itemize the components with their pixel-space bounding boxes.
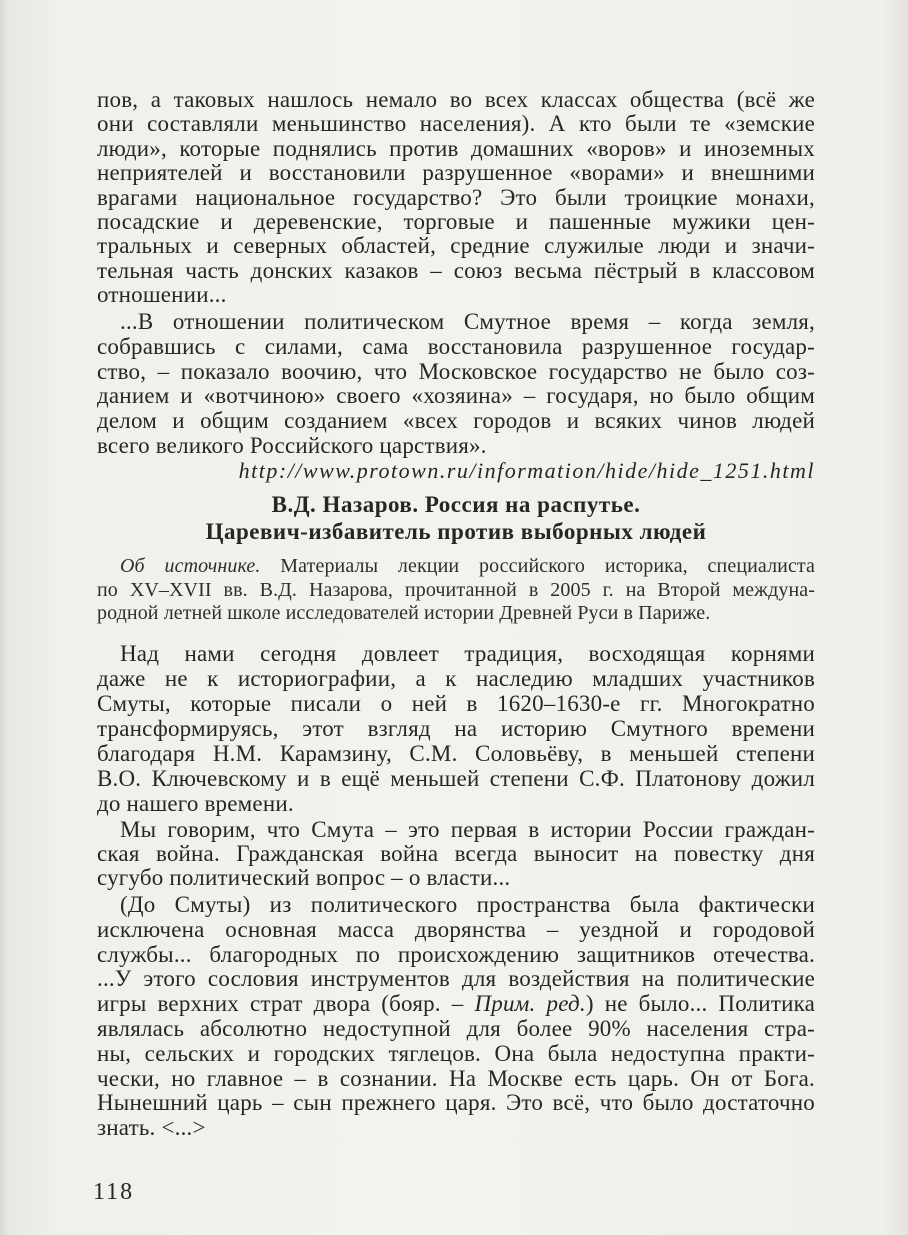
text-line: В.О. Ключевскому и в ещё меньшей степени С.Ф. Платонову дожил xyxy=(97,766,815,791)
text-line: по XV–XVII вв. В.Д. Назарова, прочитанной в 2005 г. на Второй междуна- xyxy=(97,578,815,601)
text-line: посадские и деревенские, торговые и пашенные мужики цен- xyxy=(97,209,815,235)
text-line: службы... благородных по происхождению защитников отечества. xyxy=(97,941,815,967)
quote-paragraph xyxy=(97,310,815,459)
text-line: ская война. Гражданская война всегда выносит на повестку дня xyxy=(97,841,815,866)
text-line: они составляли меньшинство населения). А кто были те «земские xyxy=(97,111,815,137)
lecture-paragraph xyxy=(97,818,815,890)
text-line: Над нами сегодня довлеет традиция, восходящая корнями xyxy=(120,641,815,666)
text-line: Смуты, которые писали о ней в 1620–1630-е гг. Многократно xyxy=(97,691,815,716)
text-line: родной летней школе исследователей истории Древней Руси в Париже. xyxy=(97,602,711,624)
text-line: даже не к историографии, а к наследию младших участников xyxy=(97,666,815,691)
text-line: трансформируясь, этот взгляд на историю Смутного времени xyxy=(97,716,815,741)
text-line xyxy=(97,992,815,1017)
continued-quote-paragraph xyxy=(97,88,815,308)
text-segment: ) не было... Политика xyxy=(585,991,816,1017)
text-line xyxy=(97,555,815,579)
text-line: исключена основная масса дворянства – уездной и городовой xyxy=(97,916,815,942)
text-line: знать. <...> xyxy=(97,1115,206,1141)
section-heading xyxy=(97,491,815,545)
text-line: неприятелей и восстановили разрушенное «ворами» и внешними xyxy=(97,160,815,186)
editor-note: Прим. ред. xyxy=(474,991,586,1017)
heading-subtitle: Царевич-избавитель против выборных людей xyxy=(205,519,707,544)
source-url: http://www.protown.ru/information/hide/hide_1251.html xyxy=(238,458,815,483)
source-note-label: Об источнике. xyxy=(120,555,261,577)
text-line: благодаря Н.М. Карамзину, С.М. Соловьёву, в меньшей степени xyxy=(97,741,815,766)
text-line: сугубо политический вопрос – о власти... xyxy=(97,865,511,890)
text-line: чески, но главное – в сознании. На Москве есть царь. Он от Бога. xyxy=(97,1065,815,1091)
source-note xyxy=(97,555,815,626)
text-line: врагами национальное государство? Это были троицкие монахи, xyxy=(97,184,815,210)
lecture-paragraph xyxy=(97,893,815,1141)
heading-title: В.Д. Назаров. Россия на распутье. xyxy=(271,492,641,517)
text-line: являлась абсолютно недоступной для более 90% населения стра- xyxy=(97,1015,815,1041)
text-line: ...У этого сословия инструментов для воздействия на политические xyxy=(97,966,815,992)
text-line: ны, сельских и городских тяглецов. Она была недоступна практи- xyxy=(97,1040,815,1066)
text-line: всего великого Российского царствия». xyxy=(97,432,487,458)
text-line: отношении... xyxy=(97,282,227,308)
text-line: данием и «вотчиною» своего «хозяина» – государя, но было общим xyxy=(97,383,815,409)
lecture-paragraph xyxy=(97,641,815,816)
text-line: Мы говорим, что Смута – это первая в истории России граждан- xyxy=(120,817,815,842)
text-line: пов, а таковых нашлось немало во всех классах общества (всё же xyxy=(97,87,815,112)
text-segment: Материалы лекции российского историка, специалиста xyxy=(260,555,815,577)
text-line: (До Смуты) из политического пространства была фактически xyxy=(120,892,815,917)
text-line: собравшись с силами, сама восстановила разрушенное государ- xyxy=(97,333,815,359)
text-line: тральных и северных областей, средние служилые люди и значи- xyxy=(97,233,815,259)
text-line: ство, – показало воочию, что Московское государство не было соз- xyxy=(97,358,815,384)
page-number: 118 xyxy=(93,1179,135,1205)
text-line: люди», которые поднялись против домашних «воров» и иноземных xyxy=(97,135,815,161)
text-segment: игры верхних страт двора (бояр. – xyxy=(97,991,475,1017)
text-line: до нашего времени. xyxy=(97,791,294,816)
text-line: делом и общим созданием «всех городов и всяких чинов людей xyxy=(97,408,815,434)
text-line: Нынешний царь – сын прежнего царя. Это всё, что было достаточно xyxy=(97,1090,815,1116)
text-line: тельная часть донских казаков – союз весьма пёстрый в классовом xyxy=(97,257,815,283)
text-line: ...В отношении политическом Смутное время – когда земля, xyxy=(120,309,815,334)
